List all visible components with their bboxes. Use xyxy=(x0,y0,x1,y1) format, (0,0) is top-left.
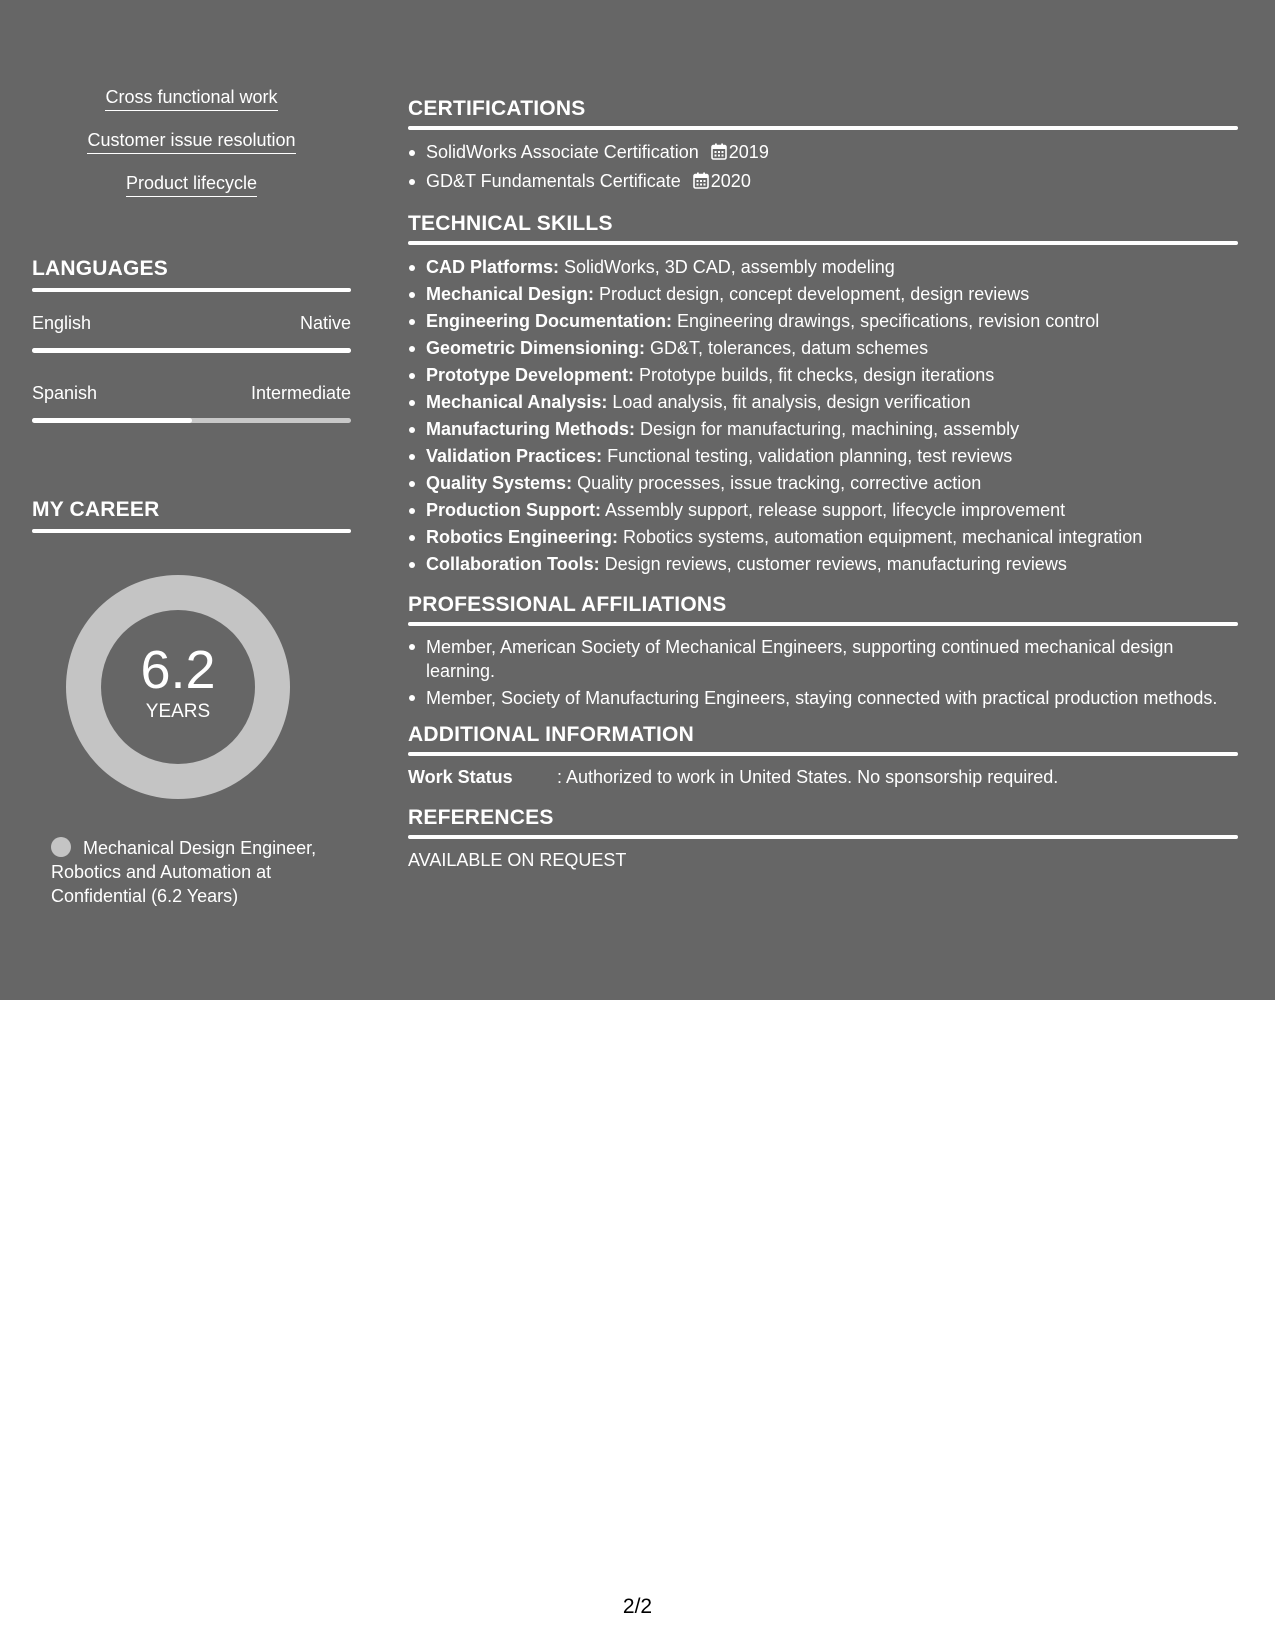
section-divider xyxy=(32,529,351,533)
skill-text: GD&T, tolerances, datum schemes xyxy=(645,338,929,358)
calendar-icon xyxy=(711,141,727,168)
languages-heading: LANGUAGES xyxy=(32,257,168,280)
skill-text: SolidWorks, 3D CAD, assembly modeling xyxy=(559,257,895,277)
section-divider xyxy=(408,126,1238,130)
strength-tags xyxy=(32,86,351,215)
language-level: Native xyxy=(299,313,351,333)
skill-label: Prototype Development: xyxy=(426,365,635,385)
calendar-icon xyxy=(693,170,709,197)
career-years-unit: YEARS xyxy=(145,701,211,722)
strength-tag: Cross functional work xyxy=(105,86,277,111)
certification-name: SolidWorks Associate Certification xyxy=(426,142,699,162)
skill-item xyxy=(426,281,1238,308)
language-english xyxy=(32,312,351,353)
skills-list xyxy=(408,254,1238,578)
career-heading: MY CAREER xyxy=(32,498,160,521)
skill-label: Engineering Documentation: xyxy=(426,311,673,331)
language-spanish xyxy=(32,382,351,423)
career-entry xyxy=(51,836,341,908)
legend-dot-icon xyxy=(51,837,71,857)
affiliation-item: Member, Society of Manufacturing Engineers, staying connected with practical production methods. xyxy=(426,686,1238,710)
language-level: Intermediate xyxy=(250,383,351,403)
skill-item xyxy=(426,443,1238,470)
certification-name: GD&T Fundamentals Certificate xyxy=(426,171,681,191)
career-years-donut xyxy=(66,575,290,799)
skill-item xyxy=(426,551,1238,578)
skill-item xyxy=(426,470,1238,497)
skill-text: Functional testing, validation planning, test reviews xyxy=(602,446,1013,466)
additional-info-section xyxy=(408,722,1238,789)
skill-label: Production Support: xyxy=(426,500,601,520)
skill-text: Engineering drawings, specifications, revision control xyxy=(672,311,1100,331)
section-divider xyxy=(408,241,1238,245)
work-status-label: Work Status xyxy=(408,767,513,787)
strength-tag: Product lifecycle xyxy=(126,172,257,197)
skill-label: Quality Systems: xyxy=(426,473,573,493)
skill-text: Product design, concept development, design reviews xyxy=(594,284,1030,304)
section-divider xyxy=(408,752,1238,756)
skill-text: Quality processes, issue tracking, corrective action xyxy=(572,473,982,493)
affiliation-item: Member, American Society of Mechanical Engineers, supporting continued mechanical design learning. xyxy=(426,635,1238,683)
language-name: Spanish xyxy=(32,383,98,403)
language-name: English xyxy=(32,313,92,333)
page-number: 2/2 xyxy=(622,1595,653,1618)
skill-item xyxy=(426,497,1238,524)
affiliations-list xyxy=(408,635,1238,710)
certification-year: 2020 xyxy=(710,171,751,191)
proficiency-bar-fill xyxy=(32,418,192,423)
skill-text: Robotics systems, automation equipment, mechanical integration xyxy=(618,527,1143,547)
work-status-row xyxy=(408,765,1238,789)
section-divider xyxy=(408,622,1238,626)
skill-item xyxy=(426,254,1238,281)
right-column xyxy=(408,96,1238,872)
work-status-value: : Authorized to work in United States. No sponsorship required. xyxy=(557,767,1059,787)
skill-text: Assembly support, release support, lifecycle improvement xyxy=(600,500,1066,520)
skill-item xyxy=(426,524,1238,551)
skill-label: Manufacturing Methods: xyxy=(426,419,635,439)
languages-section xyxy=(32,256,351,292)
references-text: AVAILABLE ON REQUEST xyxy=(408,850,627,870)
skill-text: Load analysis, fit analysis, design verification xyxy=(607,392,971,412)
certifications-section xyxy=(408,96,1238,197)
skill-item xyxy=(426,335,1238,362)
skill-label: Robotics Engineering: xyxy=(426,527,619,547)
certifications-list xyxy=(408,139,1238,197)
strength-tag: Customer issue resolution xyxy=(87,129,295,154)
skill-label: Validation Practices: xyxy=(426,446,603,466)
additional-info-heading: ADDITIONAL INFORMATION xyxy=(408,723,694,746)
career-entry-text: Mechanical Design Engineer, Robotics and Automation at Confidential (6.2 Years) xyxy=(51,838,317,906)
certification-item xyxy=(426,168,1238,197)
career-section xyxy=(32,497,351,533)
skill-label: CAD Platforms: xyxy=(426,257,560,277)
skill-item xyxy=(426,362,1238,389)
skill-label: Mechanical Design: xyxy=(426,284,595,304)
skill-text: Prototype builds, fit checks, design iterations xyxy=(634,365,995,385)
affiliations-section xyxy=(408,592,1238,710)
skill-item xyxy=(426,389,1238,416)
skill-item xyxy=(426,416,1238,443)
certifications-heading: CERTIFICATIONS xyxy=(408,97,586,120)
career-years-value: 6.2 xyxy=(140,640,216,700)
skill-text: Design reviews, customer reviews, manufacturing reviews xyxy=(599,554,1067,574)
skill-label: Mechanical Analysis: xyxy=(426,392,608,412)
proficiency-bar xyxy=(32,418,351,423)
certification-item xyxy=(426,139,1238,168)
references-section xyxy=(408,805,1238,872)
skill-label: Collaboration Tools: xyxy=(426,554,600,574)
skill-label: Geometric Dimensioning: xyxy=(426,338,646,358)
skills-heading: TECHNICAL SKILLS xyxy=(408,212,613,235)
certification-year: 2019 xyxy=(728,142,769,162)
affiliations-heading: PROFESSIONAL AFFILIATIONS xyxy=(408,593,727,616)
proficiency-bar-fill xyxy=(32,348,351,353)
section-divider xyxy=(408,835,1238,839)
skill-item xyxy=(426,308,1238,335)
skill-text: Design for manufacturing, machining, assembly xyxy=(635,419,1020,439)
references-heading: REFERENCES xyxy=(408,806,554,829)
proficiency-bar xyxy=(32,348,351,353)
skills-section xyxy=(408,211,1238,578)
section-divider xyxy=(32,288,351,292)
